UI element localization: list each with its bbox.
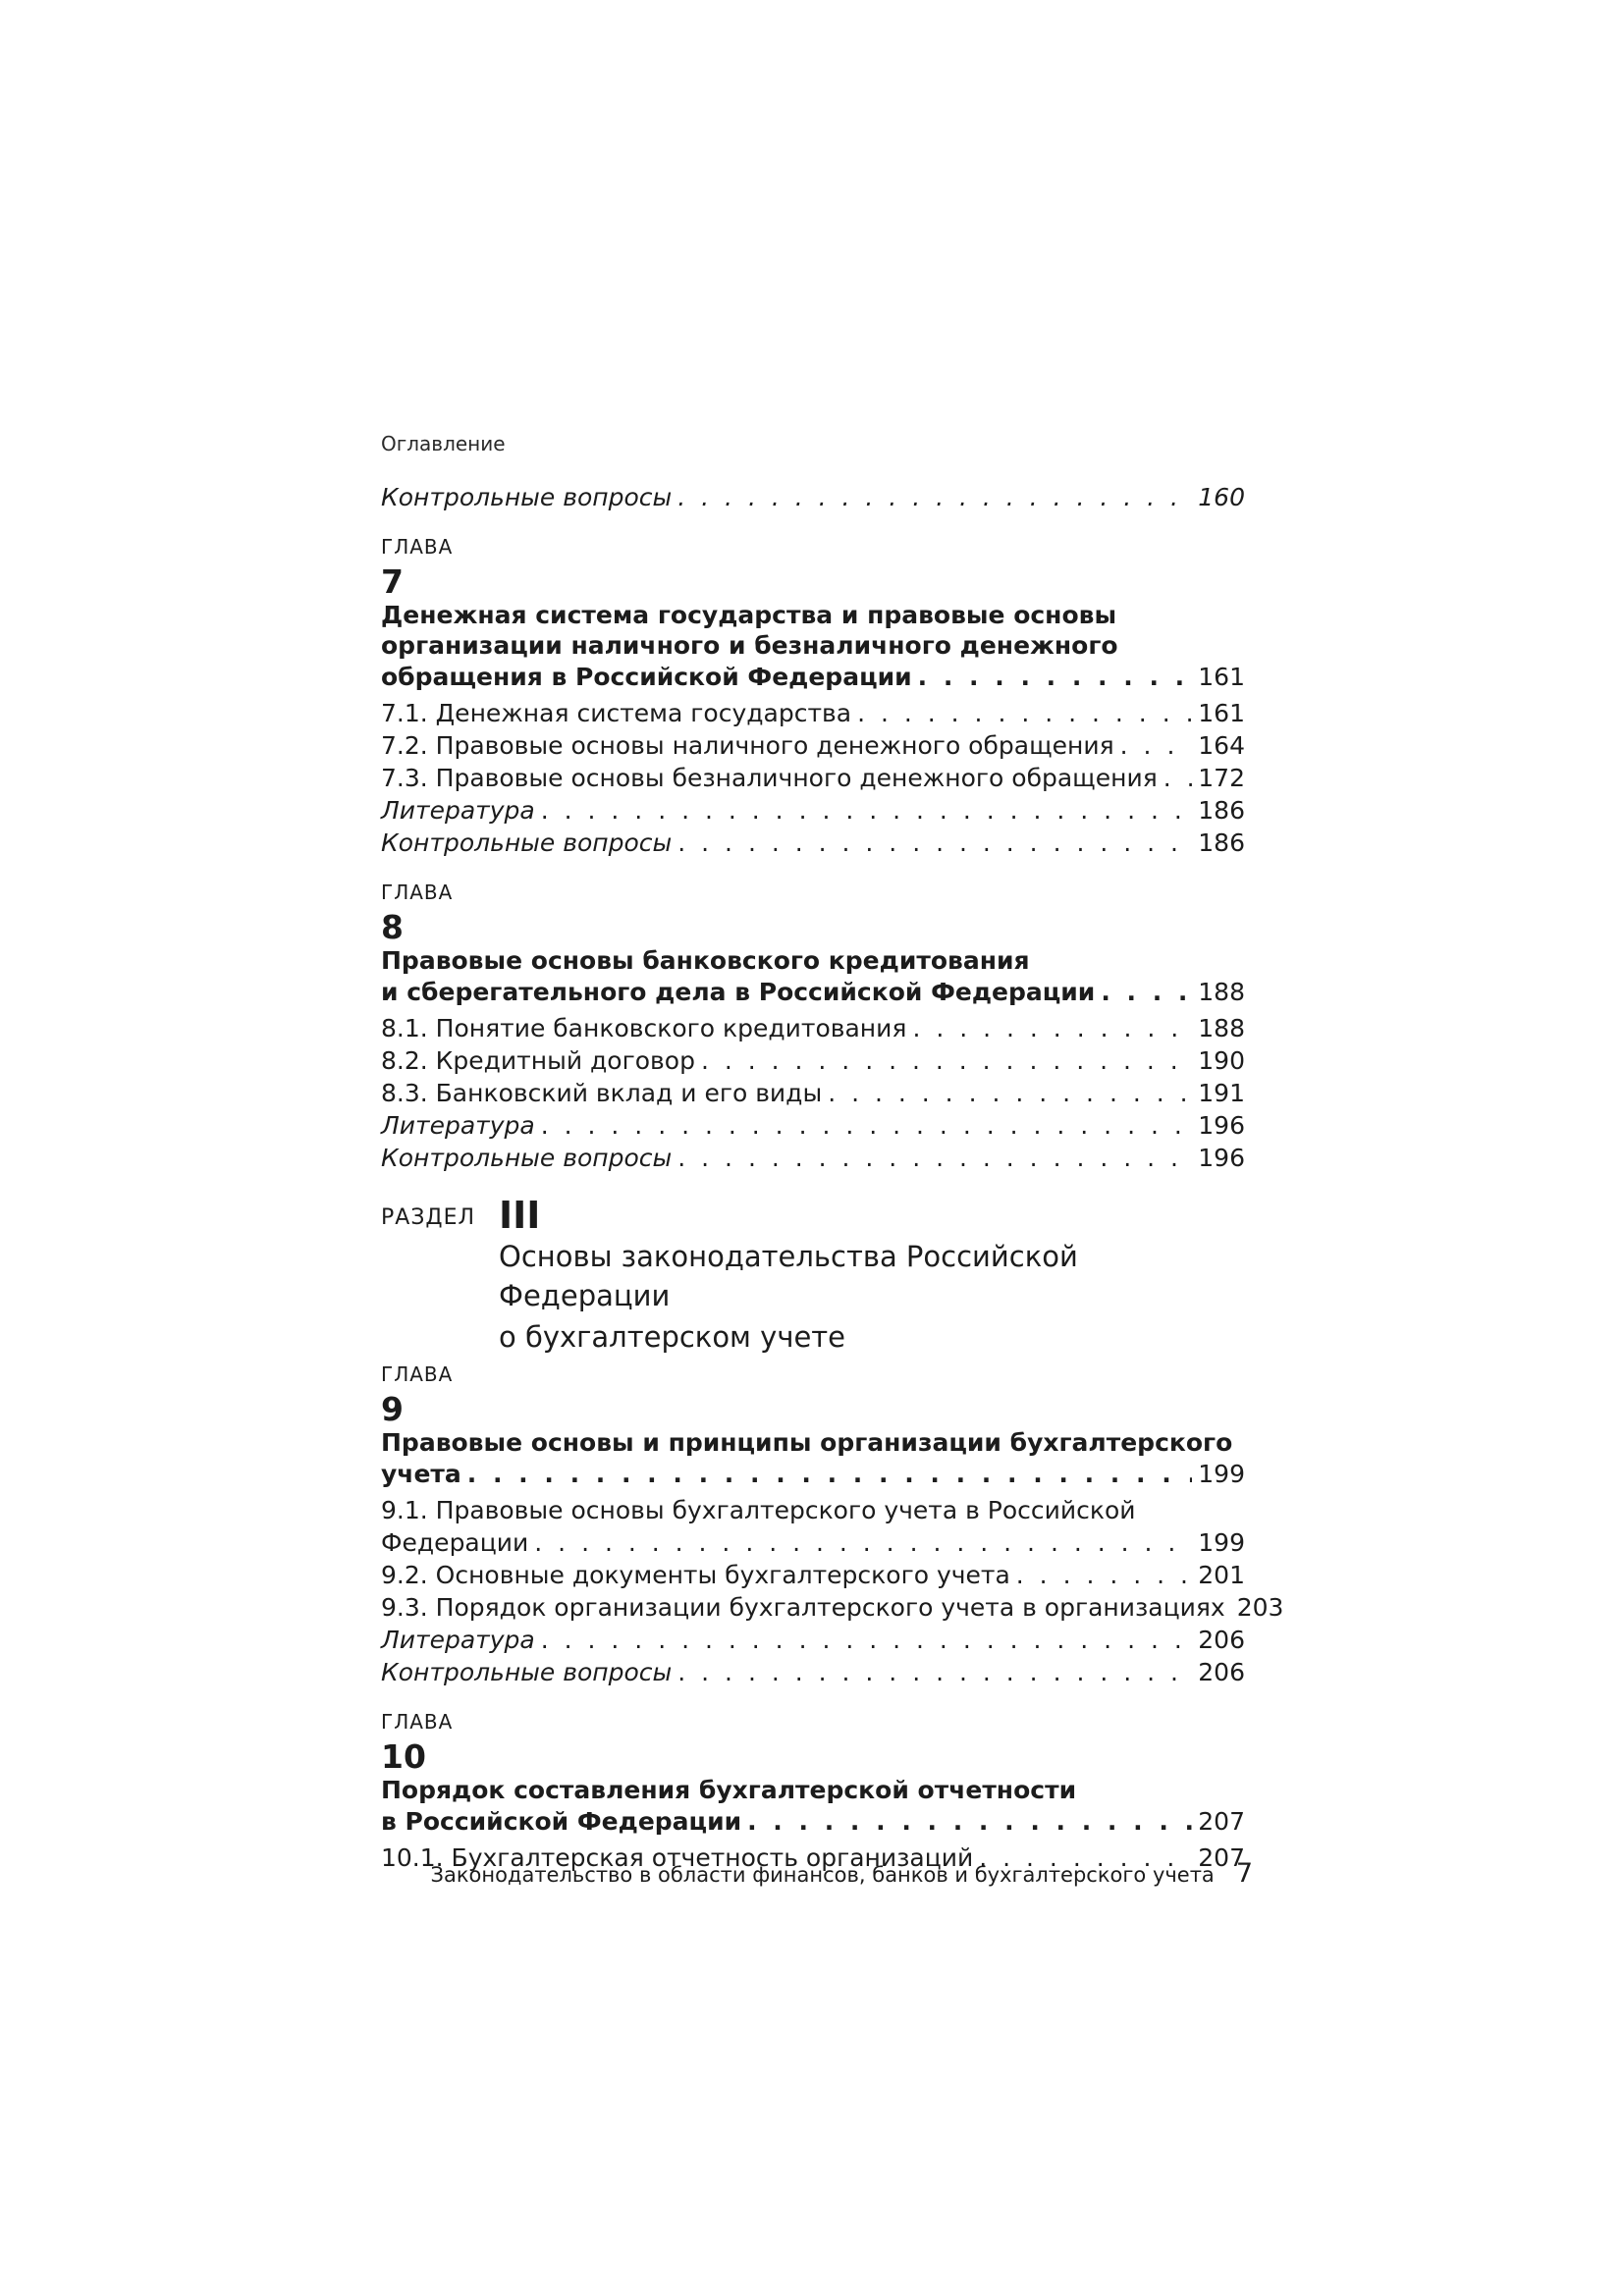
toc-entry[interactable]: [381, 481, 1245, 513]
dot-leader: [747, 1805, 1192, 1838]
toc-entry[interactable]: [381, 697, 1245, 729]
chapter-title-line: Денежная система государства и правовые основы: [381, 601, 1117, 629]
chapter-title-line: учета: [381, 1460, 461, 1488]
chapter-title-line: Правовые основы банковского кредитования: [381, 946, 1030, 975]
entry-page: 186: [1198, 796, 1245, 825]
entry-title: 8.3. Банковский вклад и его виды: [381, 1079, 823, 1107]
entry-title: 10.1. Бухгалтерская отчетность организаций: [381, 1843, 974, 1872]
entry-page: 203: [1236, 1593, 1284, 1622]
toc-entry[interactable]: [381, 1591, 1284, 1624]
entry-page: 206: [1198, 1626, 1245, 1654]
entry-page: 196: [1198, 1111, 1245, 1140]
toc-entry[interactable]: [381, 729, 1245, 762]
dot-leader: [467, 1458, 1193, 1490]
chapter-label: ГЛАВА: [381, 1362, 454, 1386]
toc-entry[interactable]: [381, 1109, 1245, 1142]
chapter-title-entry[interactable]: [381, 1805, 1245, 1838]
chapter-title-line: в Российской Федерации: [381, 1807, 742, 1836]
chapter-title-line: организации наличного и безналичного денежного: [381, 631, 1118, 660]
entry-page: 172: [1198, 764, 1245, 792]
chapter-9: [381, 1362, 1284, 1688]
entry-page: 199: [1198, 1460, 1245, 1488]
entry-title: 9.2. Основные документы бухгалтерского учета: [381, 1561, 1010, 1589]
entry-title: Контрольные вопросы: [381, 483, 673, 511]
entry-title: 7.3. Правовые основы безналичного денежного обращения: [381, 764, 1158, 792]
dot-leader: [677, 1142, 1192, 1174]
dot-leader: [1101, 976, 1192, 1008]
dot-leader: [857, 697, 1192, 729]
dot-leader: [677, 1656, 1192, 1688]
entry-title: 8.1. Понятие банковского кредитования: [381, 1014, 907, 1042]
entry-title: Федерации: [381, 1528, 529, 1557]
dot-leader: [534, 1526, 1192, 1559]
entry-page: 161: [1198, 663, 1245, 691]
toc-entry[interactable]: [381, 1559, 1245, 1591]
toc-entry[interactable]: [381, 762, 1245, 794]
chapter-number: 10: [381, 1737, 426, 1776]
entry-page: 161: [1198, 699, 1245, 727]
toc-entry[interactable]: [381, 1077, 1245, 1109]
chapter-label: ГЛАВА: [381, 1710, 454, 1734]
chapter-title-line: Правовые основы и принципы организации бухгалтерского: [381, 1428, 1233, 1457]
dot-leader: [541, 1624, 1193, 1656]
section-title-line: Основы законодательства Российской Федерации: [499, 1240, 1078, 1312]
entry-title: Контрольные вопросы: [381, 1144, 673, 1172]
entry-page: 207: [1198, 1807, 1245, 1836]
chapter-title-line: обращения в Российской Федерации: [381, 663, 912, 691]
dot-leader: [912, 1012, 1192, 1044]
chapter-10: [381, 1710, 1245, 1874]
entry-page: 188: [1198, 978, 1245, 1006]
chapter-label: ГЛАВА: [381, 881, 454, 904]
page-number: 7: [1235, 1858, 1253, 1889]
dot-leader: [677, 827, 1192, 859]
toc-entry[interactable]: [381, 1142, 1245, 1174]
dot-leader: [1163, 762, 1193, 794]
entry-title-line[interactable]: 9.1. Правовые основы бухгалтерского учета в Российской: [381, 1496, 1136, 1524]
running-head: Оглавление: [381, 432, 506, 455]
dot-leader: [1016, 1559, 1193, 1591]
chapter-number: 9: [381, 1390, 404, 1428]
dot-leader: [918, 661, 1193, 693]
dot-leader: [1120, 729, 1193, 762]
entry-page: 191: [1198, 1079, 1245, 1107]
entry-title: 9.3. Порядок организации бухгалтерского учета в организациях: [381, 1593, 1225, 1622]
toc-entry[interactable]: [381, 1044, 1245, 1077]
section-number: III: [499, 1194, 541, 1237]
entry-title: Литература: [381, 1111, 535, 1140]
entry-page: 186: [1198, 828, 1245, 857]
dot-leader: [828, 1077, 1192, 1109]
entry-page: 206: [1198, 1658, 1245, 1686]
toc-entry[interactable]: [381, 1012, 1245, 1044]
entry-page: 199: [1198, 1528, 1245, 1557]
entry-page: 201: [1198, 1561, 1245, 1589]
footer-book-title: Законодательство в области финансов, банков и бухгалтерского учета: [430, 1863, 1215, 1887]
entry-title: Контрольные вопросы: [381, 1658, 673, 1686]
entry-title: Литература: [381, 796, 535, 825]
entry-page: 190: [1198, 1046, 1245, 1075]
chapter-title-line: Порядок составления бухгалтерской отчетности: [381, 1776, 1077, 1804]
dot-leader: [701, 1044, 1192, 1077]
chapter-title-entry[interactable]: [381, 1458, 1245, 1490]
chapter-title-entry[interactable]: [381, 661, 1245, 693]
toc-entry[interactable]: [381, 827, 1245, 859]
chapter-number: 7: [381, 562, 404, 601]
toc-entry[interactable]: [381, 1656, 1245, 1688]
chapter-label: ГЛАВА: [381, 535, 454, 559]
entry-page: 196: [1198, 1144, 1245, 1172]
dot-leader: [541, 1109, 1193, 1142]
entry-title: Контрольные вопросы: [381, 828, 673, 857]
entry-page: 207: [1198, 1843, 1245, 1872]
section-title-line: о бухгалтерском учете: [499, 1320, 846, 1354]
chapter-7: [381, 535, 1245, 859]
entry-page: 188: [1198, 1014, 1245, 1042]
section-label: РАЗДЕЛ: [381, 1205, 476, 1230]
dot-leader: [541, 794, 1193, 827]
toc-entry[interactable]: [381, 1624, 1245, 1656]
chapter-title-entry[interactable]: [381, 976, 1245, 1008]
entry-page: 164: [1198, 731, 1245, 760]
chapter-title-line: и сберегательного дела в Российской Федерации: [381, 978, 1096, 1006]
toc-entry[interactable]: [381, 794, 1245, 827]
chapter-8: [381, 881, 1245, 1174]
dot-leader: [677, 481, 1192, 513]
toc-entry[interactable]: [381, 1526, 1245, 1559]
entry-title: Литература: [381, 1626, 535, 1654]
entry-title: 7.2. Правовые основы наличного денежного обращения: [381, 731, 1114, 760]
page-footer: [381, 1858, 1253, 1889]
section-3: [381, 1196, 1245, 1357]
entry-title: 7.1. Денежная система государства: [381, 699, 852, 727]
entry-page: 160: [1198, 483, 1245, 511]
toc-page: [381, 432, 1284, 1874]
entry-title: 8.2. Кредитный договор: [381, 1046, 695, 1075]
chapter-number: 8: [381, 908, 404, 946]
